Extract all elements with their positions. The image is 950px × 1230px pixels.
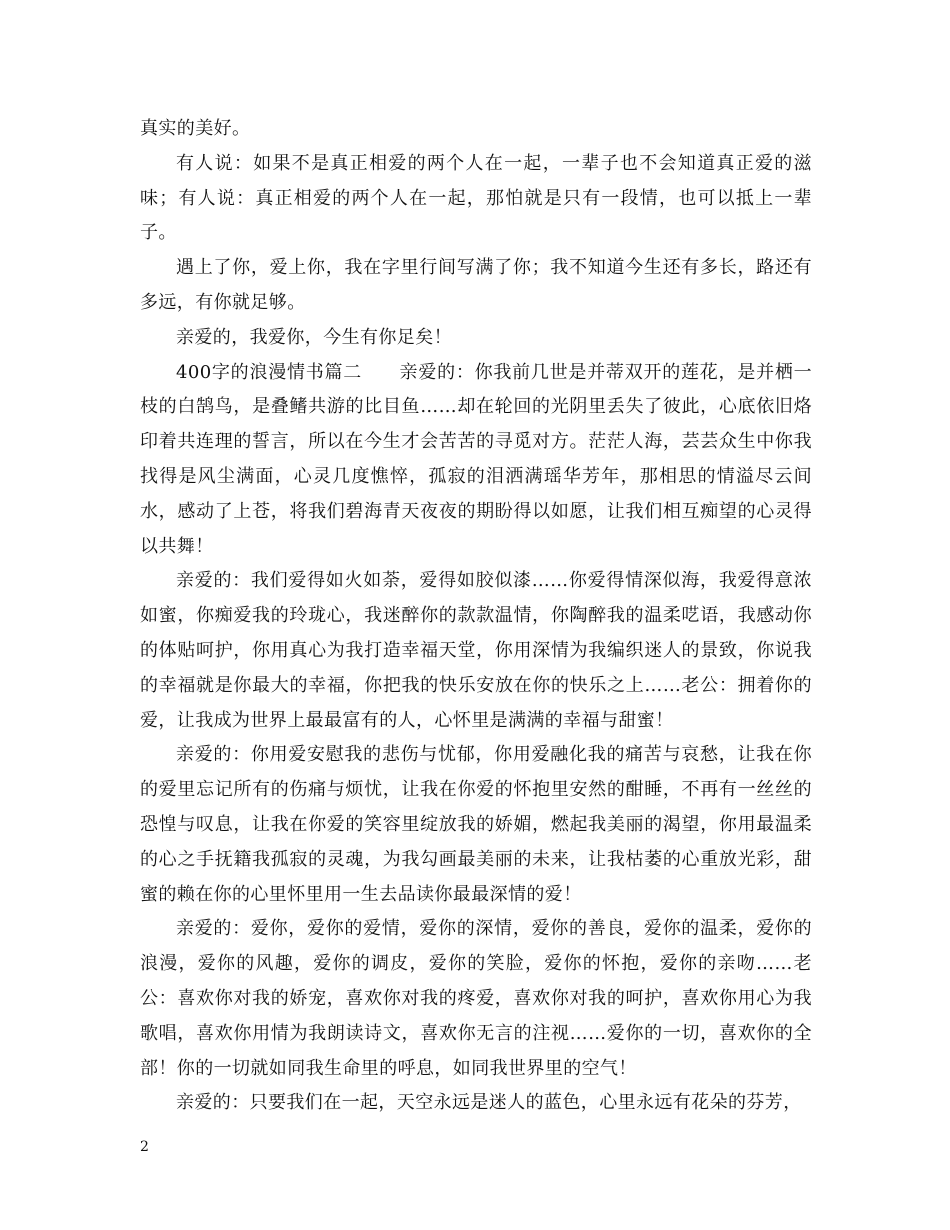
paragraph: 亲爱的：你用爱安慰我的悲伤与忧郁，你用爱融化我的痛苦与哀愁，让我在你的爱里忘记所有的伤痛与烦忧，让我在你爱的怀抱里安然的酣睡，不再有一丝丝的恐惶与叹息，让我在你爱的笑容里绽放我的娇媚，燃起我美丽的渴望，你用最温柔的心之手抚籍我孤寂的灵魂，为我勾画最美丽的未来，让我枯萎的心重放光彩，甜蜜的赖在你的心里怀里用一生去品读你最最深情的爱！ [140,744,812,905]
body-text [140,112,812,1121]
paragraph: 亲爱的：只要我们在一起，天空永远是迷人的蓝色，心里永远有花朵的芬芳， [176,1092,802,1114]
paragraph: 亲爱的，我爱你，今生有你足矣！ [176,326,452,348]
paragraph-continuation: 真实的美好。 [140,118,251,139]
page-number: 2 [140,1139,149,1155]
paragraph: 遇上了你，爱上你，我在字里行间写满了你；我不知道今生还有多长，路还有多远，有你就足够。 [140,257,812,313]
paragraph: 亲爱的：爱你，爱你的爱情，爱你的深情，爱你的善良，爱你的温柔，爱你的浪漫，爱你的风趣，爱你的调皮，爱你的笑脸，爱你的怀抱，爱你的亲吻……老公：喜欢你对我的娇宠，喜欢你对我的疼爱，喜欢你对我的呵护，喜欢你用心为我歌唱，喜欢你用情为我朗读诗文，喜欢你无言的注视……爱你的一切，喜欢你的全部！你的一切就如同我生命里的呼息，如同我世界里的空气！ [140,918,812,1079]
paragraph: 亲爱的：我们爱得如火如荼，爱得如胶似漆……你爱得情深似海，我爱得意浓如蜜，你痴爱我的玲珑心，我迷醉你的款款温情，你陶醉我的温柔呓语，我感动你的体贴呵护，你用真心为我打造幸福天堂，你用深情为我编织迷人的景致，你说我的幸福就是你最大的幸福，你把我的快乐安放在你的快乐之上……老公：拥着你的爱，让我成为世界上最最富有的人，心怀里是满满的幸福与甜蜜！ [140,570,812,731]
paragraph: 400字的浪漫情书篇二 亲爱的：你我前几世是并蒂双开的莲花，是并栖一枝的白鹄鸟，是叠鳍共游的比目鱼……却在轮回的光阴里丢失了彼此，心底依旧烙印着共连理的誓言，所以在今生才会苦苦的寻觅对方。茫茫人海，芸芸众生中你我找得是风尘满面，心灵几度憔悴，孤寂的泪洒满瑶华芳年，那相思的情溢尽云间水，感动了上苍，将我们碧海青天夜夜的期盼得以如愿，让我们相互痴望的心灵得以共舞！ [140,361,812,557]
paragraph: 有人说：如果不是真正相爱的两个人在一起，一辈子也不会知道真正爱的滋味；有人说：真正相爱的两个人在一起，那怕就是只有一段情，也可以抵上一辈子。 [140,152,812,244]
